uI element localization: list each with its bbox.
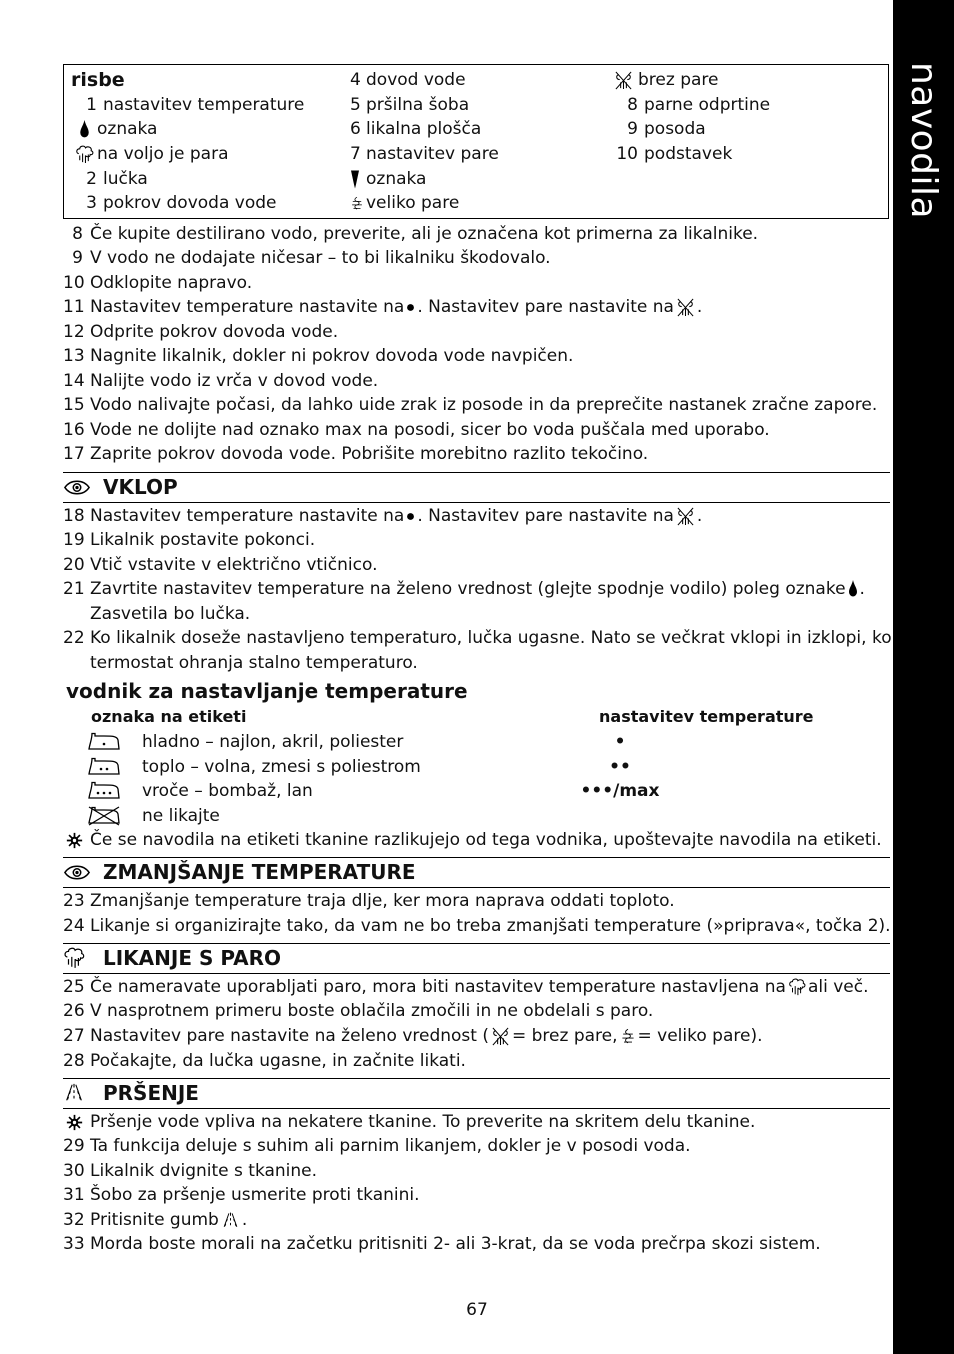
- spray-icon: [63, 1082, 93, 1104]
- instruction-step: 11 Nastavitev temperature nastavite na . Nastavitev pare nastavite na .: [63, 297, 703, 317]
- instruction-step: 27 Nastavitev pare nastavite na želeno vrednost ( = brez pare, = veliko pare).: [63, 1026, 763, 1046]
- note-star-icon: [63, 1114, 83, 1131]
- instruction-step: 18 Nastavitev temperature nastavite na . Nastavitev pare nastavite na .: [63, 506, 703, 526]
- instruction-step: 17 Zaprite pokrov dovoda vode. Pobrišite morebitno razlito tekočino.: [63, 444, 649, 464]
- instruction-step: 19 Likalnik postavite pokonci.: [63, 530, 316, 550]
- one-dot-icon: [406, 512, 415, 521]
- section-heading-zmanjsanje: ZMANJŠANJE TEMPERATURE: [63, 858, 890, 886]
- section-heading-steam-ironing: LIKANJE S PARO: [63, 944, 890, 972]
- legend-item: veliko pare: [350, 191, 499, 216]
- legend-item: 3 pokrov dovoda vode: [86, 193, 277, 214]
- instruction-step: 29 Ta funkcija deluje s suhim ali parnim likanjem, dokler je v posodi voda.: [63, 1136, 691, 1156]
- guide-title: vodnik za nastavljanje temperature: [66, 679, 468, 703]
- max-steam-icon: [350, 194, 364, 213]
- legend-column-3: [612, 68, 770, 167]
- eye-icon: [63, 863, 93, 882]
- legend-item: 6 likalna plošča: [350, 119, 482, 140]
- section-heading-spray: PRŠENJE: [63, 1079, 890, 1107]
- instruction-step: 30 Likalnik dvignite s tkanine.: [63, 1161, 318, 1181]
- section-rule: [63, 1108, 890, 1109]
- do-not-iron-icon: [86, 806, 122, 826]
- guide-setting-value: •: [614, 732, 626, 752]
- legend-item: brez pare: [612, 68, 770, 93]
- spray-icon: [221, 1211, 240, 1230]
- drop-icon: [848, 580, 858, 598]
- legend-item: na voljo je para: [71, 142, 304, 167]
- max-steam-icon: [620, 1027, 636, 1046]
- iron-two-dots-icon: [86, 757, 122, 777]
- guide-row: ne likajte: [86, 804, 786, 828]
- instruction-step: 31 Šobo za pršenje usmerite proti tkanini.: [63, 1185, 420, 1205]
- instruction-step: 21 Zavrtite nastavitev temperature na želeno vrednost (glejte spodnje vodilo) poleg oznake .: [63, 579, 865, 599]
- side-tab-label: navodila: [903, 61, 944, 219]
- instruction-step: 24 Likanje si organizirajte tako, da vam ne bo treba zmanjšati temperature (»priprava«, točka 2).: [63, 916, 891, 936]
- legend-item: 7 nastavitev pare: [350, 144, 499, 165]
- no-steam-icon: [676, 507, 695, 526]
- guide-setting-value: ••: [609, 757, 631, 777]
- section-rule: [63, 973, 890, 974]
- guide-row: vroče – bombaž, lan: [86, 779, 786, 803]
- iron-three-dots-icon: [86, 781, 122, 801]
- arrow-marker-icon: [350, 170, 360, 189]
- legend-item: 9 posoda: [627, 119, 706, 140]
- no-steam-icon: [612, 71, 634, 90]
- instruction-step: 16 Vode ne dolijte nad oznako max na posodi, sicer bo voda puščala med uporabo.: [63, 420, 770, 440]
- one-dot-icon: [406, 303, 415, 312]
- instruction-step: 10 Odklopite napravo.: [63, 273, 253, 293]
- guide-column-setting: nastavitev temperature: [599, 707, 814, 726]
- guide-note: Če se navodila na etiketi tkanine razlikujejo od tega vodnika, upoštevajte navodila na etiketi.: [63, 828, 889, 852]
- instruction-step: 22 Ko likalnik doseže nastavljeno temperaturo, lučka ugasne. Nato se večkrat vklopi in izklopi, ko: [63, 628, 892, 648]
- instruction-step: 32 Pritisnite gumb .: [63, 1210, 248, 1230]
- legend-item: 2 lučka: [86, 168, 148, 189]
- legend-item: oznaka: [350, 167, 499, 192]
- guide-row: toplo – volna, zmesi s poliestrom: [86, 755, 786, 779]
- steam-icon: [63, 947, 93, 969]
- section-rule: [63, 502, 890, 503]
- eye-icon: [63, 478, 93, 497]
- page-number: 67: [466, 1300, 488, 1320]
- instruction-step: 12 Odprite pokrov dovoda vode.: [63, 322, 339, 342]
- instruction-step: 15 Vodo nalivajte počasi, da lahko uide zrak iz posode in da preprečite nastanek zračne zapore.: [63, 395, 878, 415]
- instruction-step: 25 Če nameravate uporabljati paro, mora biti nastavitev temperature nastavljena na ali več.: [63, 977, 869, 997]
- guide-column-label: oznaka na etiketi: [91, 707, 247, 726]
- instruction-step: 14 Nalijte vodo iz vrča v dovod vode.: [63, 371, 379, 391]
- instruction-step-continuation: termostat ohranja stalno temperaturo.: [90, 653, 418, 673]
- legend-heading: risbe: [71, 69, 125, 91]
- instruction-step-continuation: Zasvetila bo lučka.: [90, 604, 251, 624]
- no-steam-icon: [491, 1027, 510, 1046]
- figures-legend-box: [63, 64, 889, 219]
- instruction-step: 33 Morda boste morali na začetku pritisniti 2- ali 3-krat, da se voda prečrpa skozi sistem.: [63, 1234, 821, 1254]
- legend-column-2: [350, 68, 499, 216]
- steam-available-icon: [71, 145, 97, 164]
- steam-available-icon: [788, 978, 806, 996]
- legend-item: 8 parne odprtine: [627, 94, 771, 115]
- instruction-step: 28 Počakajte, da lučka ugasne, in začnite likati.: [63, 1051, 466, 1071]
- drop-icon: [71, 120, 97, 139]
- legend-item: 10 podstavek: [616, 144, 733, 165]
- legend-item: 4 dovod vode: [350, 70, 466, 90]
- section-heading-vklop: VKLOP: [63, 473, 890, 501]
- guide-setting-value: •••/max: [580, 781, 660, 801]
- section-rule: [63, 887, 890, 888]
- legend-item: oznaka: [71, 117, 304, 142]
- instruction-step: 20 Vtič vstavite v električno vtičnico.: [63, 555, 378, 575]
- spray-note: Pršenje vode vpliva na nekatere tkanine. To preverite na skritem delu tkanine.: [63, 1110, 889, 1134]
- instruction-step: 23 Zmanjšanje temperature traja dlje, ker mora naprava oddati toploto.: [63, 891, 675, 911]
- iron-one-dot-icon: [86, 732, 122, 752]
- note-star-icon: [63, 832, 83, 849]
- instruction-step: 8 Če kupite destilirano vodo, preverite, ali je označena kot primerna za likalnike.: [72, 224, 759, 244]
- legend-column-1: [71, 68, 304, 216]
- instruction-step: 9 V vodo ne dodajate ničesar – to bi likalniku škodovalo.: [72, 248, 551, 268]
- guide-row: hladno – najlon, akril, poliester: [86, 730, 786, 754]
- no-steam-icon: [676, 298, 695, 317]
- legend-item: 1 nastavitev temperature: [86, 94, 305, 115]
- instruction-step: 26 V nasprotnem primeru boste oblačila zmočili in ne obdelali s paro.: [63, 1001, 654, 1021]
- legend-item: 5 pršilna šoba: [350, 94, 470, 115]
- instruction-step: 13 Nagnite likalnik, dokler ni pokrov dovoda vode navpičen.: [63, 346, 574, 366]
